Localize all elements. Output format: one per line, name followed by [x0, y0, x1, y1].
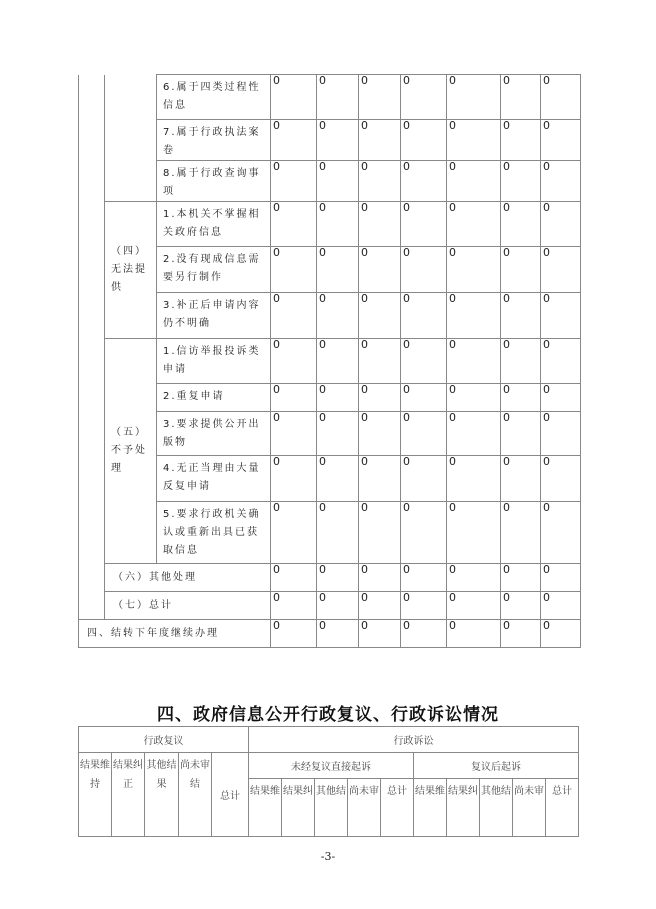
value-cell: 0	[359, 502, 401, 564]
value-cell: 0	[359, 456, 401, 502]
value-cell: 0	[447, 384, 501, 412]
table-row	[79, 202, 581, 247]
value-cell: 0	[401, 75, 447, 120]
value-cell: 0	[317, 456, 359, 502]
value-cell: 0	[501, 456, 541, 502]
value-cell: 0	[501, 161, 541, 202]
value-cell: 0	[447, 502, 501, 564]
table-row	[79, 592, 581, 620]
review-col: 总计	[212, 753, 249, 837]
value-cell: 0	[401, 120, 447, 161]
table-row	[79, 564, 581, 592]
review-col: 尚未审结	[179, 753, 212, 837]
row-label: 2.没有现成信息需要另行制作	[157, 247, 271, 293]
value-cell: 0	[359, 120, 401, 161]
value-cell: 0	[317, 592, 359, 620]
value-cell: 0	[317, 339, 359, 384]
value-cell: 0	[541, 564, 581, 592]
blank-cell	[79, 75, 105, 620]
value-cell: 0	[401, 412, 447, 456]
value-cell: 0	[541, 384, 581, 412]
section-heading: 四、政府信息公开行政复议、行政诉讼情况	[157, 705, 499, 725]
group-label: （四）无法提供	[105, 202, 157, 339]
row-label: 7.属于行政执法案卷	[157, 120, 271, 161]
value-cell: 0	[359, 592, 401, 620]
value-cell: 0	[541, 293, 581, 339]
application-results-table	[78, 74, 581, 648]
value-cell: 0	[271, 202, 317, 247]
table-row	[79, 339, 581, 384]
value-cell: 0	[447, 120, 501, 161]
review-header: 行政复议	[79, 727, 249, 753]
row-label: 2.重复申请	[157, 384, 271, 412]
value-cell: 0	[401, 502, 447, 564]
row-label: 4.无正当理由大量反复申请	[157, 456, 271, 502]
value-cell: 0	[541, 247, 581, 293]
value-cell: 0	[317, 75, 359, 120]
value-cell: 0	[271, 620, 317, 648]
blank-cell	[105, 75, 157, 202]
value-cell: 0	[401, 339, 447, 384]
value-cell: 0	[401, 592, 447, 620]
row-label: 8.属于行政查询事项	[157, 161, 271, 202]
review-col: 结果维持	[79, 753, 112, 837]
direct-col: 总计	[381, 779, 414, 837]
value-cell: 0	[501, 384, 541, 412]
value-cell: 0	[271, 384, 317, 412]
value-cell: 0	[541, 502, 581, 564]
value-cell: 0	[501, 293, 541, 339]
value-cell: 0	[317, 120, 359, 161]
value-cell: 0	[541, 75, 581, 120]
value-cell: 0	[541, 339, 581, 384]
after-col: 结果维	[414, 779, 447, 837]
value-cell: 0	[401, 161, 447, 202]
value-cell: 0	[359, 247, 401, 293]
row-label: 5.要求行政机关确认或重新出具已获取信息	[157, 502, 271, 564]
value-cell: 0	[359, 412, 401, 456]
value-cell: 0	[317, 247, 359, 293]
value-cell: 0	[401, 293, 447, 339]
value-cell: 0	[271, 592, 317, 620]
direct-col: 结果维	[249, 779, 282, 837]
value-cell: 0	[317, 412, 359, 456]
row-label: 1.信访举报投诉类申请	[157, 339, 271, 384]
row-label: 1.本机关不掌握相关政府信息	[157, 202, 271, 247]
value-cell: 0	[541, 620, 581, 648]
row-label: 3.要求提供公开出版物	[157, 412, 271, 456]
row-label: （六）其他处理	[105, 564, 271, 592]
value-cell: 0	[501, 120, 541, 161]
row-label: 3.补正后申请内容仍不明确	[157, 293, 271, 339]
value-cell: 0	[271, 293, 317, 339]
value-cell: 0	[501, 412, 541, 456]
value-cell: 0	[541, 592, 581, 620]
after-col: 尚未审	[513, 779, 546, 837]
value-cell: 0	[317, 564, 359, 592]
row-label: （七）总计	[105, 592, 271, 620]
value-cell: 0	[271, 502, 317, 564]
value-cell: 0	[271, 75, 317, 120]
value-cell: 0	[401, 564, 447, 592]
value-cell: 0	[401, 247, 447, 293]
review-col: 结果纠正	[112, 753, 145, 837]
row-label: 6.属于四类过程性信息	[157, 75, 271, 120]
value-cell: 0	[359, 620, 401, 648]
value-cell: 0	[447, 456, 501, 502]
value-cell: 0	[501, 502, 541, 564]
value-cell: 0	[317, 502, 359, 564]
review-col: 其他结果	[145, 753, 179, 837]
direct-col: 其他结	[315, 779, 348, 837]
value-cell: 0	[447, 202, 501, 247]
value-cell: 0	[271, 247, 317, 293]
value-cell: 0	[447, 564, 501, 592]
value-cell: 0	[447, 412, 501, 456]
value-cell: 0	[447, 75, 501, 120]
value-cell: 0	[271, 456, 317, 502]
row-label: 四、结转下年度继续办理	[79, 620, 271, 648]
value-cell: 0	[501, 247, 541, 293]
value-cell: 0	[501, 75, 541, 120]
value-cell: 0	[401, 384, 447, 412]
value-cell: 0	[317, 161, 359, 202]
value-cell: 0	[401, 620, 447, 648]
value-cell: 0	[401, 202, 447, 247]
value-cell: 0	[541, 161, 581, 202]
after-col: 其他结	[480, 779, 513, 837]
value-cell: 0	[541, 456, 581, 502]
value-cell: 0	[541, 202, 581, 247]
value-cell: 0	[501, 202, 541, 247]
value-cell: 0	[541, 120, 581, 161]
value-cell: 0	[271, 120, 317, 161]
value-cell: 0	[447, 247, 501, 293]
value-cell: 0	[501, 592, 541, 620]
value-cell: 0	[359, 564, 401, 592]
value-cell: 0	[317, 384, 359, 412]
litigation-header: 行政诉讼	[249, 727, 579, 753]
value-cell: 0	[541, 412, 581, 456]
direct-col: 尚未审	[348, 779, 381, 837]
value-cell: 0	[271, 161, 317, 202]
after-col: 结果纠	[447, 779, 480, 837]
value-cell: 0	[447, 161, 501, 202]
direct-col: 结果纠	[282, 779, 315, 837]
after-review-header: 复议后起诉	[414, 753, 579, 779]
value-cell: 0	[359, 339, 401, 384]
value-cell: 0	[359, 384, 401, 412]
value-cell: 0	[359, 293, 401, 339]
after-col: 总计	[546, 779, 579, 837]
value-cell: 0	[359, 75, 401, 120]
value-cell: 0	[359, 202, 401, 247]
direct-suit-header: 未经复议直接起诉	[249, 753, 414, 779]
review-litigation-table	[78, 726, 579, 837]
value-cell: 0	[447, 293, 501, 339]
value-cell: 0	[501, 620, 541, 648]
table-row	[79, 620, 581, 648]
value-cell: 0	[359, 161, 401, 202]
value-cell: 0	[271, 564, 317, 592]
value-cell: 0	[271, 412, 317, 456]
value-cell: 0	[447, 592, 501, 620]
value-cell: 0	[271, 339, 317, 384]
table-row	[79, 75, 581, 120]
value-cell: 0	[501, 564, 541, 592]
value-cell: 0	[317, 293, 359, 339]
value-cell: 0	[317, 620, 359, 648]
value-cell: 0	[501, 339, 541, 384]
page-number: -3-	[320, 850, 336, 863]
value-cell: 0	[447, 620, 501, 648]
value-cell: 0	[317, 202, 359, 247]
value-cell: 0	[401, 456, 447, 502]
value-cell: 0	[447, 339, 501, 384]
group-label: （五）不予处理	[105, 339, 157, 564]
